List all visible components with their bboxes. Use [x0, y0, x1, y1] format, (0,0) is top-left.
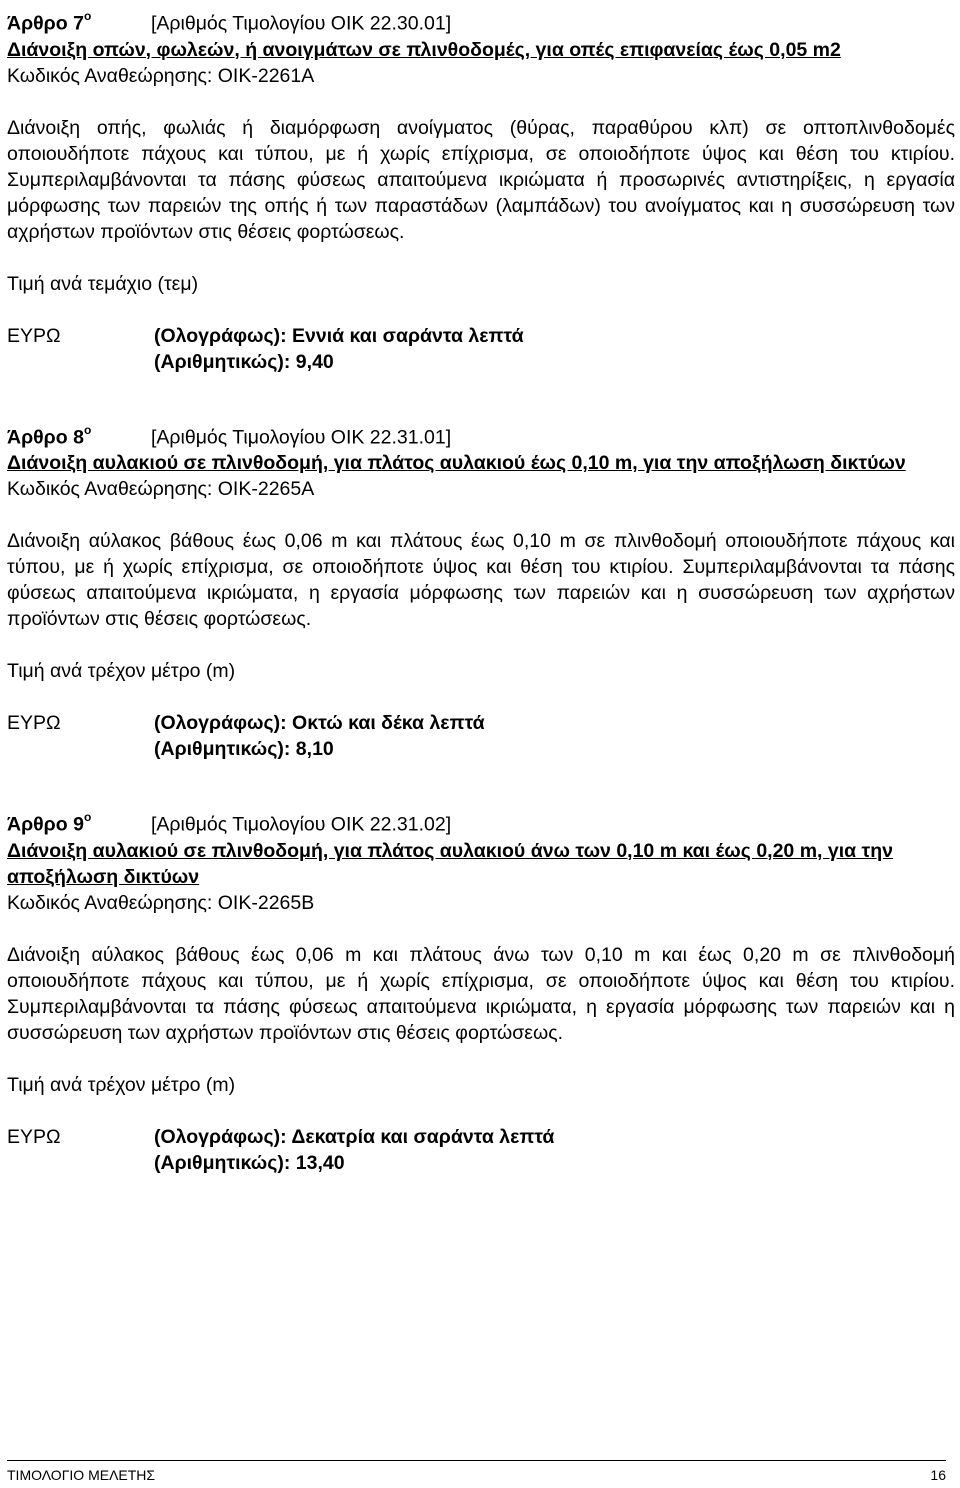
article-title: Διάνοιξη αυλακιού σε πλινθοδομή, για πλάτος αυλακιού έως 0,10 m, για την αποξήλωση δικτύων — [7, 452, 906, 474]
price-in-words: (Ολογράφως): Εννιά και σαράντα λεπτά — [154, 324, 524, 347]
price-values — [154, 710, 485, 762]
article-9 — [7, 806, 955, 1176]
price-in-numbers: (Αριθμητικώς): 8,10 — [154, 738, 334, 760]
page-number: 16 — [930, 1467, 946, 1483]
article-title: Διάνοιξη αυλακιού σε πλινθοδομή, για πλάτος αυλακιού άνω των 0,10 m και έως 0,20 m, για την αποξήλωση δικτύων — [7, 839, 893, 888]
price-block — [7, 710, 955, 762]
article-number: Άρθρο $9^o$ — [7, 810, 92, 836]
ordinal-superscript: ο — [83, 422, 92, 437]
article-description: Διάνοιξη οπής, φωλιάς ή διαμόρφωση ανοίγματος (θύρας, παραθύρου κλπ) σε οπτοπλινθοδομές οποιουδήποτε πάχους και τύπου, με ή χωρίς επίχρισμα, σε οποιοδήποτε ύψος και θέση του κτιρίου. Συμπεριλαμβάνονται τα πάσης φύσεως απαιτούμενα ικριώματα ή προσωρινές αντιστηρίξεις, η εργασία μόρφωσης των παρειών της οπής ή των παραστάδων (λαμπάδων) του ανοίγματος και η συσσώρευση των αχρήστων προϊόντων στις θέσεις φορτώσεως. — [7, 116, 955, 243]
currency-label: ΕΥΡΩ — [7, 712, 61, 734]
article-description: Διάνοιξη αύλακος βάθους έως 0,06 m και πλάτους έως 0,10 m σε πλινθοδομή οποιουδήποτε πάχους και τύπου, με ή χωρίς επίχρισμα, σε οποιοδήποτε ύψος και θέση του κτιρίου. Συμπεριλαμβάνονται τα πάσης φύσεως απαιτούμενα ικριώματα, η εργασία μόρφωσης των παρειών και η συσσώρευση των αχρήστων προϊόντων στις θέσεις φορτώσεως. — [7, 530, 955, 630]
price-block — [7, 1124, 955, 1176]
revision-code: Κωδικός Αναθεώρησης: ΟΙΚ-2265Α — [7, 478, 315, 500]
article-7 — [7, 5, 955, 375]
price-reference: [Αριθμός Τιμολογίου ΟΙΚ 22.31.01] — [151, 426, 452, 448]
price-in-words: (Ολογράφως): Δεκατρία και σαράντα λεπτά — [154, 1125, 555, 1148]
article-number: Άρθρο $7^o$ — [7, 9, 92, 35]
price-in-words: (Ολογράφως): Οκτώ και δέκα λεπτά — [154, 712, 485, 734]
revision-code: Κωδικός Αναθεώρησης: ΟΙΚ-2261Α — [7, 64, 315, 87]
price-block — [7, 323, 955, 375]
currency-label: ΕΥΡΩ — [7, 1125, 61, 1148]
article-8 — [7, 419, 955, 763]
article-description: Διάνοιξη αύλακος βάθους έως 0,06 m και πλάτους άνω των 0,10 m και έως 0,20 m σε πλινθοδομή οποιουδήποτε πάχους και τύπου, με ή χωρίς επίχρισμα, σε οποιοδήποτε ύψος και θέση του κτιρίου. Συμπεριλαμβάνονται τα πάσης φύσεως απαιτούμενα ικριώματα, η εργασία μόρφωσης των παρειών και η συσσώρευση των αχρήστων προϊόντων στις θέσεις φορτώσεως. — [7, 943, 955, 1044]
article-header — [7, 419, 955, 451]
article-number: Άρθρο $8^o$ — [7, 422, 92, 448]
price-values — [154, 323, 524, 375]
price-values — [154, 1124, 554, 1176]
unit-price-label: Τιμή ανά τρέχον μέτρο (m) — [7, 1073, 236, 1096]
price-reference: [Αριθμός Τιμολογίου ΟΙΚ 22.30.01] — [151, 12, 452, 35]
price-in-numbers: (Αριθμητικώς): 9,40 — [154, 350, 334, 373]
price-in-numbers: (Αριθμητικώς): 13,40 — [154, 1151, 345, 1174]
page-footer — [7, 1460, 946, 1484]
article-title: Διάνοιξη οπών, φωλεών, ή ανοιγμάτων σε πλινθοδομές, για οπές επιφανείας έως 0,05 m2 — [7, 38, 841, 61]
article-header — [7, 5, 955, 37]
price-reference: [Αριθμός Τιμολογίου ΟΙΚ 22.31.02] — [151, 813, 452, 836]
article-header — [7, 806, 955, 838]
unit-price-label: Τιμή ανά τρέχον μέτρο (m) — [7, 660, 236, 682]
unit-price-label: Τιμή ανά τεμάχιο (τεμ) — [7, 272, 199, 295]
revision-code: Κωδικός Αναθεώρησης: ΟΙΚ-2265Β — [7, 891, 315, 914]
ordinal-superscript: ο — [83, 810, 92, 824]
currency-label: ΕΥΡΩ — [7, 324, 61, 347]
document-page — [7, 5, 955, 1220]
footer-title: ΤΙΜΟΛΟΓΙΟ ΜΕΛΕΤΗΣ — [7, 1467, 156, 1483]
ordinal-superscript: ο — [83, 9, 92, 23]
